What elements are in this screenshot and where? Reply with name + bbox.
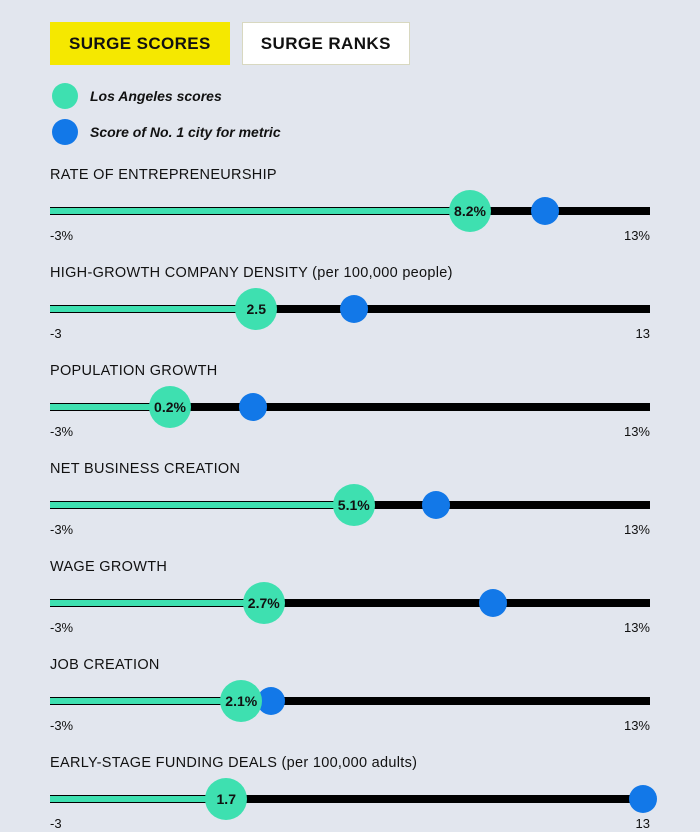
metric-axis	[50, 718, 650, 734]
tab-bar	[50, 22, 650, 65]
metric-track	[50, 196, 650, 226]
track-fill	[50, 501, 354, 509]
city-marker[interactable]	[220, 680, 262, 722]
track-fill	[50, 207, 470, 215]
axis-max-label: 13%	[623, 424, 650, 439]
metric-axis	[50, 620, 650, 636]
metric-title: HIGH-GROWTH COMPANY DENSITY (per 100,000 people)	[50, 265, 453, 281]
city-marker-value: 1.7	[216, 791, 236, 807]
leader-marker[interactable]	[531, 197, 559, 225]
city-marker-value: 5.1%	[337, 497, 370, 513]
metric-axis	[50, 228, 650, 244]
metric-axis	[50, 424, 650, 440]
axis-min-label: -3%	[50, 718, 74, 733]
metric-row	[50, 461, 650, 538]
metric-row	[50, 755, 650, 832]
legend-item-city-label: Los Angeles scores	[90, 88, 222, 104]
metric-row	[50, 265, 650, 342]
tab-surge-scores-label: SURGE SCORES	[69, 34, 211, 53]
circle-icon-blue	[52, 119, 78, 145]
leader-marker[interactable]	[340, 295, 368, 323]
tab-surge-ranks[interactable]	[242, 22, 410, 65]
city-marker-value: 8.2%	[454, 203, 486, 219]
axis-min-label: -3	[50, 816, 62, 831]
metric-title: RATE OF ENTREPRENEURSHIP	[50, 167, 277, 183]
tab-surge-ranks-label: SURGE RANKS	[260, 34, 391, 53]
city-marker[interactable]	[449, 190, 491, 232]
metric-track	[50, 392, 650, 422]
metric-list	[50, 167, 650, 832]
leader-marker[interactable]	[239, 393, 267, 421]
metric-track	[50, 784, 650, 814]
metric-track	[50, 588, 650, 618]
city-marker[interactable]	[205, 778, 247, 820]
legend-item-leader	[52, 119, 650, 145]
metric-row	[50, 559, 650, 636]
city-marker-value: 2.1%	[225, 693, 258, 709]
circle-icon-green	[52, 83, 78, 109]
axis-min-label: -3%	[50, 228, 74, 243]
city-marker[interactable]	[333, 484, 375, 526]
metric-title: WAGE GROWTH	[50, 559, 168, 575]
axis-min-label: -3%	[50, 522, 74, 537]
metric-title: POPULATION GROWTH	[50, 363, 218, 379]
metric-track	[50, 294, 650, 324]
axis-max-label: 13%	[623, 522, 650, 537]
axis-min-label: -3%	[50, 620, 74, 635]
metric-row	[50, 363, 650, 440]
track-fill	[50, 795, 226, 803]
axis-max-label: 13%	[623, 620, 650, 635]
legend-item-leader-label: Score of No. 1 city for metric	[90, 124, 281, 140]
legend-item-city	[52, 83, 650, 109]
metric-track	[50, 686, 650, 716]
city-marker[interactable]	[235, 288, 277, 330]
metric-title: EARLY-STAGE FUNDING DEALS (per 100,000 adults)	[50, 755, 418, 771]
track-fill	[50, 697, 241, 705]
track-fill	[50, 305, 256, 313]
metric-title: NET BUSINESS CREATION	[50, 461, 241, 477]
metric-axis	[50, 326, 650, 342]
tab-surge-scores[interactable]	[50, 22, 230, 65]
axis-max-label: 13%	[623, 718, 650, 733]
axis-max-label: 13	[635, 816, 650, 831]
axis-min-label: -3	[50, 326, 62, 341]
metric-track	[50, 490, 650, 520]
city-marker-value: 0.2%	[154, 399, 186, 415]
metric-row	[50, 657, 650, 734]
axis-max-label: 13	[635, 326, 650, 341]
legend	[52, 83, 650, 145]
city-marker-value: 2.5	[246, 301, 266, 317]
city-marker[interactable]	[149, 386, 191, 428]
leader-marker[interactable]	[629, 785, 657, 813]
track-fill	[50, 599, 264, 607]
metric-axis	[50, 816, 650, 832]
city-marker[interactable]	[243, 582, 285, 624]
metric-row	[50, 167, 650, 244]
leader-marker[interactable]	[422, 491, 450, 519]
city-marker-value: 2.7%	[247, 595, 280, 611]
axis-max-label: 13%	[623, 228, 650, 243]
metric-title: JOB CREATION	[50, 657, 160, 673]
axis-min-label: -3%	[50, 424, 74, 439]
leader-marker[interactable]	[479, 589, 507, 617]
